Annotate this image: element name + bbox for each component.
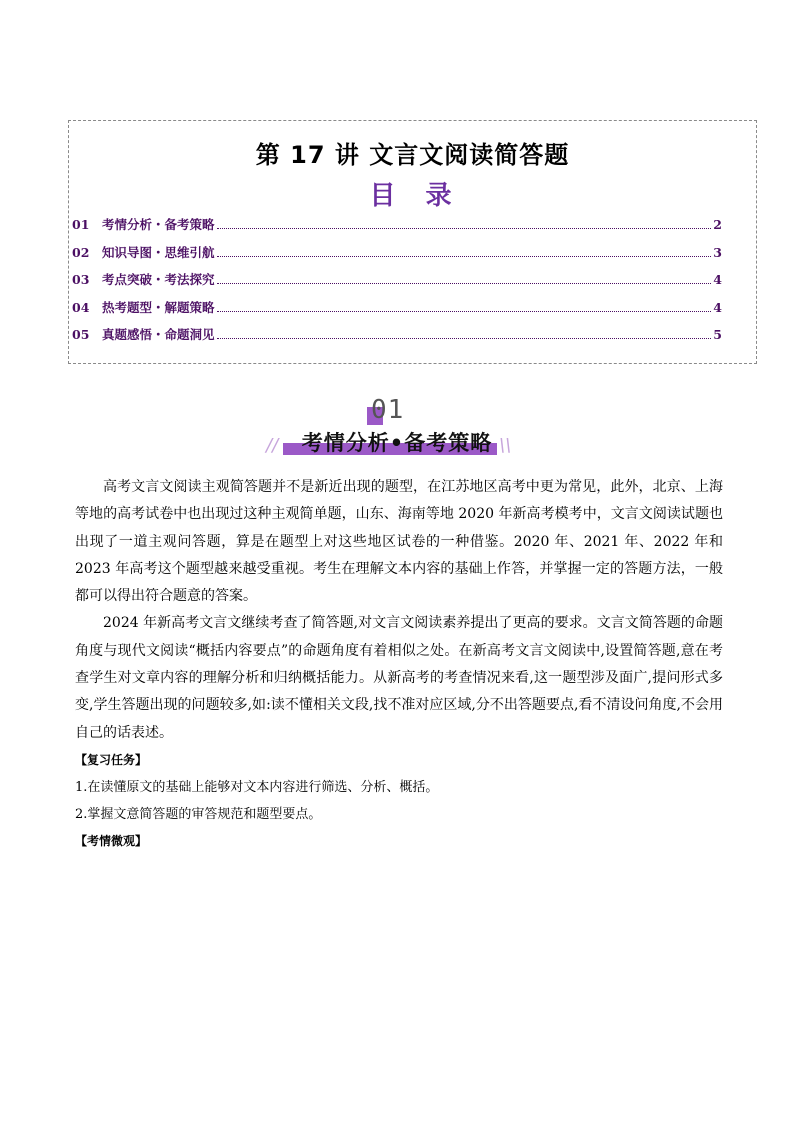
body-paragraph: 高考文言文阅读主观简答题并不是新近出现的题型，在江苏地区高考中更为常见，此外，北京、上海等地的高考试卷中也出现过这种主观简单题，山东、海南等地 2020 年新高考模考中，文言文阅读试题也出现了一道主观问答题，算是在题型上对这些地区试卷的一种借鉴。2020 年、2021 年、2022 年和 2023 年高考这个题型越来越受重视。考生在理解文本内容的基础上作答，并掌握一定的答题方法，一般都可以得出符合题意的答案。	[75, 479, 723, 605]
toc-entry-label: 知识导图・思维引航	[102, 244, 215, 260]
toc-leader-dots	[217, 311, 712, 312]
toc-entry-page: 4	[713, 272, 722, 287]
toc-entry-label: 考点突破・考法探究	[102, 272, 215, 287]
toc-entry-page: 5	[713, 327, 722, 342]
toc-entry-label: 真题感悟・命题洞见	[102, 327, 215, 342]
toc-heading-char: 录	[425, 181, 456, 211]
review-item: 1.在读懂原文的基础上能够对文本内容进行筛选、分析、概括。	[75, 779, 439, 795]
toc-entry-number: 02	[72, 244, 90, 260]
section-number: 01	[371, 395, 405, 425]
toc-entry-page: 3	[713, 244, 722, 260]
toc-entry-label: 考情分析・备考策略	[102, 217, 215, 232]
toc-entry-number: 04	[72, 299, 90, 315]
toc-leader-dots	[217, 283, 712, 284]
body-paragraph: 2024 年新高考文言文继续考查了简答题,对文言文阅读素养提出了更高的要求。文言文简答题的命题角度与现代文阅读“概括内容要点”的命题角度有着相似之处。在新高考文言文阅读中,设置简答题,意在考查学生对文章内容的理解分析和归纳概括能力。从新高考的考查情况来看,这一题型涉及面广,提问形式多变,学生答题出现的问题较多,如:读不懂相关文段,找不准对应区域,分不出答题要点,看不清设问角度,不会用自己的话表述。	[75, 615, 723, 741]
toc-entry[interactable]	[72, 325, 722, 353]
toc-entry-number: 05	[72, 327, 90, 342]
decorative-slashes-left: //	[266, 435, 279, 456]
toc-list	[72, 215, 722, 353]
section-body	[75, 474, 723, 855]
toc-entry-page: 4	[713, 299, 722, 315]
toc-entry[interactable]	[72, 215, 722, 243]
decorative-slashes-right: \\	[499, 435, 512, 456]
review-task-tag: 【复习任务】	[75, 752, 148, 767]
table-of-contents	[68, 120, 757, 364]
review-item: 2.掌握文意简答题的审答规范和题型要点。	[75, 806, 322, 822]
toc-heading	[69, 175, 756, 212]
section-title: 考情分析•备考策略	[301, 431, 493, 455]
toc-entry-number: 03	[72, 272, 90, 287]
document-title: 第 17 讲 文言文阅读简答题	[255, 141, 570, 169]
toc-entry-page: 2	[713, 217, 722, 232]
toc-entry[interactable]	[72, 270, 722, 298]
toc-leader-dots	[217, 338, 712, 339]
section-header	[0, 395, 794, 465]
toc-heading-char: 目	[369, 181, 400, 211]
toc-entry-label: 热考题型・解题策略	[102, 299, 215, 315]
toc-entry[interactable]	[72, 298, 722, 326]
exam-micro-tag: 【考情微观】	[75, 833, 148, 848]
toc-leader-dots	[217, 256, 712, 257]
toc-leader-dots	[217, 228, 712, 229]
toc-entry-number: 01	[72, 217, 90, 232]
toc-entry[interactable]	[72, 243, 722, 271]
